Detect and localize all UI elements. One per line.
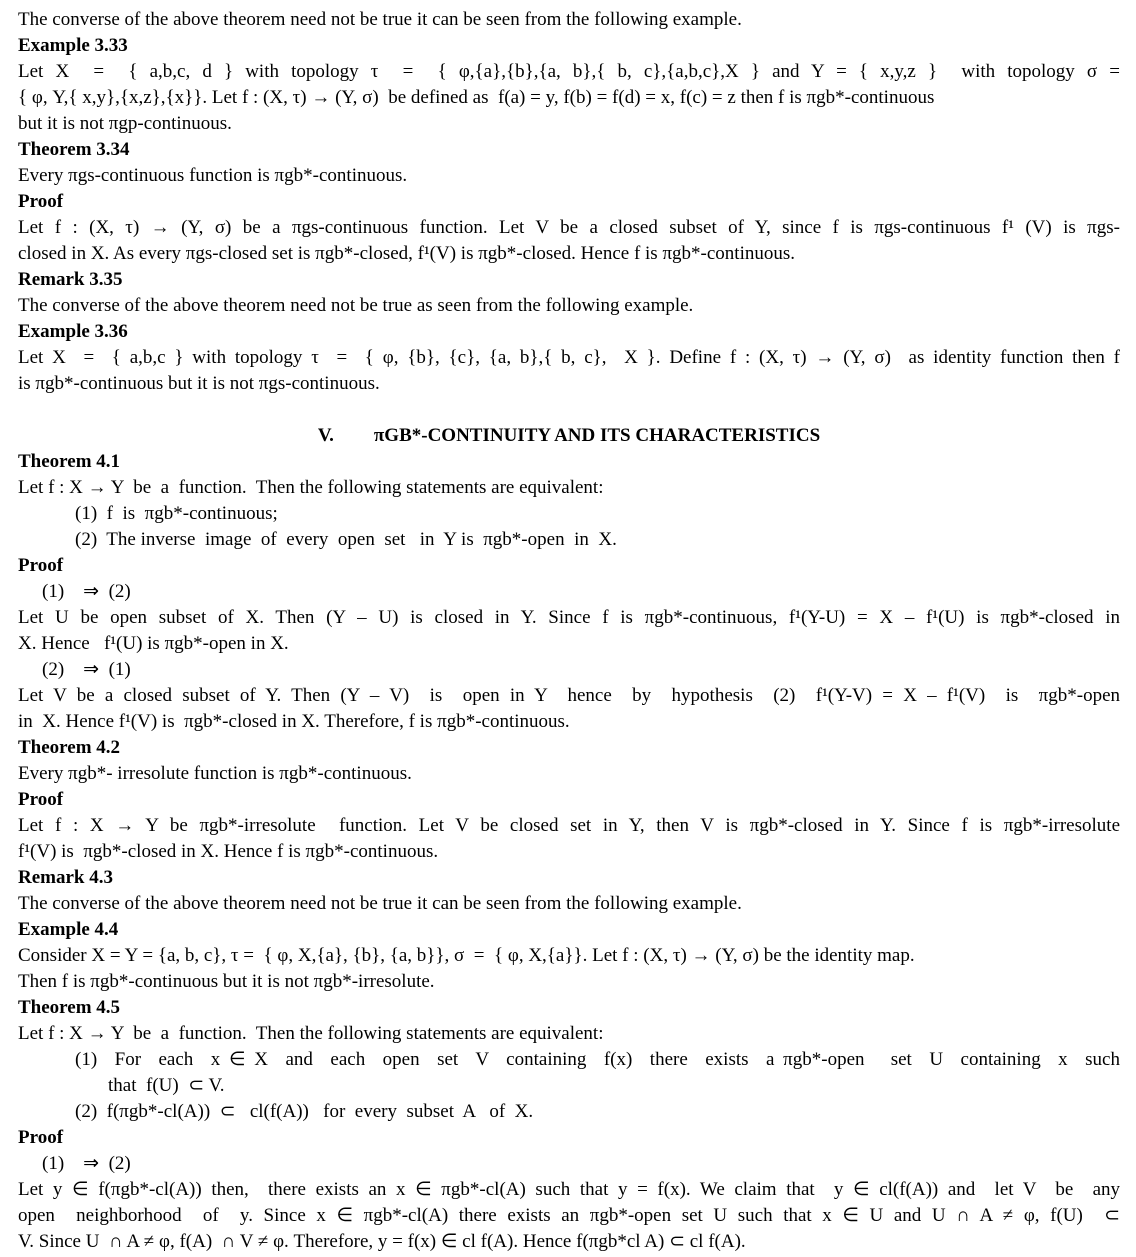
- text-line: Theorem 4.2: [18, 737, 121, 758]
- heading: [18, 735, 1120, 761]
- text-line: Remark 4.3: [18, 867, 113, 888]
- section-heading: [18, 423, 1120, 449]
- paragraph: [18, 293, 1120, 319]
- paragraph: [18, 215, 1120, 267]
- text-line: Let f : X → Y be a function. Then the following statements are equivalent:: [18, 477, 604, 498]
- text-line: The converse of the above theorem need not be true it can be seen from the following example.: [18, 893, 742, 914]
- text-line: Let f : X → Y be πgb*-irresolute function. Let V be closed set in Y, then V is πgb*-closed in Y. Since f is πgb*-irresolute: [18, 815, 1120, 836]
- heading: [18, 995, 1120, 1021]
- text-line: Proof: [18, 1127, 64, 1148]
- list-item: [18, 501, 1120, 527]
- text-line: Theorem 4.1: [18, 451, 121, 472]
- text-line: (2) f(πgb*-cl(A)) ⊂ cl(f(A)) for every subset A of X.: [75, 1101, 534, 1122]
- text-line: Every πgb*- irresolute function is πgb*-continuous.: [18, 763, 412, 784]
- text-line: that f(U) ⊂ V.: [108, 1075, 225, 1096]
- paragraph: [18, 683, 1120, 735]
- heading: [18, 319, 1120, 345]
- list-item: [18, 1047, 1120, 1099]
- list-item: [18, 527, 1120, 553]
- text-line: The converse of the above theorem need not be true it can be seen from the following example.: [18, 9, 742, 30]
- paragraph: [18, 475, 1120, 501]
- paragraph: [18, 813, 1120, 865]
- paragraph: [18, 761, 1120, 787]
- paragraph: [18, 7, 1120, 33]
- text-line: (1) ⇒ (2): [42, 581, 131, 602]
- heading: [18, 189, 1120, 215]
- implication-line: [18, 579, 1120, 605]
- text-line: Remark 3.35: [18, 269, 123, 290]
- text-line: Consider X = Y = {a, b, c}, τ = { φ, X,{a}, {b}, {a, b}}, σ = { φ, X,{a}}. Let f : (X, τ) → (Y, σ) be the identity map.: [18, 945, 915, 966]
- heading: [18, 137, 1120, 163]
- implication-line: [18, 1151, 1120, 1177]
- heading: [18, 267, 1120, 293]
- text-line: { φ, Y,{ x,y},{x,z},{x}}. Let f : (X, τ) → (Y, σ) be defined as f(a) = y, f(b) = f(d) = x, f(c) = z then f is πgb*-continuous: [18, 87, 935, 108]
- text-line: X. Hence f¹(U) is πgb*-open in X.: [18, 633, 289, 654]
- text-line: but it is not πgp-continuous.: [18, 113, 232, 134]
- text-line: Proof: [18, 789, 64, 810]
- text-line: Let U be open subset of X. Then (Y – U) is closed in Y. Since f is πgb*-continuous, f¹(Y-U) = X – f¹(U) is πgb*-closed in: [18, 607, 1120, 628]
- paragraph: [18, 1021, 1120, 1047]
- text-line: open neighborhood of y. Since x ∈ πgb*-cl(A) there exists an πgb*-open set U such that x ∈ U and U ∩ A ≠ φ, f(U) ⊂: [18, 1205, 1120, 1226]
- text-line: Proof: [18, 555, 64, 576]
- heading: [18, 917, 1120, 943]
- text-line: in X. Hence f¹(V) is πgb*-closed in X. Therefore, f is πgb*-continuous.: [18, 711, 570, 732]
- heading: [18, 449, 1120, 475]
- text-line: Then f is πgb*-continuous but it is not πgb*-irresolute.: [18, 971, 435, 992]
- paragraph: [18, 605, 1120, 657]
- text-line: Example 4.4: [18, 919, 119, 940]
- paragraph: [18, 1177, 1120, 1255]
- text-line: Proof: [18, 191, 64, 212]
- heading: [18, 865, 1120, 891]
- text-line: Let y ∈ f(πgb*-cl(A)) then, there exists an x ∈ πgb*-cl(A) such that y = f(x). We claim that y ∈ cl(f(A)) and let V be any: [18, 1179, 1120, 1200]
- text-line: Let f : X → Y be a function. Then the following statements are equivalent:: [18, 1023, 604, 1044]
- text-line: (1) ⇒ (2): [42, 1153, 131, 1174]
- text-line: Let f : (X, τ) → (Y, σ) be a πgs-continuous function. Let V be a closed subset of Y, since f is πgs-continuous f¹ (V) is πgs-: [18, 217, 1120, 238]
- text-line: Example 3.33: [18, 35, 128, 56]
- list-item: [18, 1099, 1120, 1125]
- text-line: Theorem 3.34: [18, 139, 130, 160]
- text-line: (2) The inverse image of every open set in Y is πgb*-open in X.: [75, 529, 617, 550]
- implication-line: [18, 657, 1120, 683]
- heading: [18, 787, 1120, 813]
- text-line: closed in X. As every πgs-closed set is πgb*-closed, f¹(V) is πgb*-closed. Hence f is πgb*-continuous.: [18, 243, 795, 264]
- paragraph: [18, 59, 1120, 137]
- text-line: (1) f is πgb*-continuous;: [75, 503, 278, 524]
- heading: [18, 1125, 1120, 1151]
- heading: [18, 33, 1120, 59]
- paragraph: [18, 163, 1120, 189]
- text-line: is πgb*-continuous but it is not πgs-continuous.: [18, 373, 380, 394]
- paragraph: [18, 943, 1120, 995]
- text-line: Example 3.36: [18, 321, 128, 342]
- text-line: Let V be a closed subset of Y. Then (Y – V) is open in Y hence by hypothesis (2) f¹(Y-V) = X – f¹(V) is πgb*-open: [18, 685, 1120, 706]
- section-title-text: πGB*-CONTINUITY AND ITS CHARACTERISTICS: [373, 425, 821, 446]
- text-line: f¹(V) is πgb*-closed in X. Hence f is πgb*-continuous.: [18, 841, 439, 862]
- text-line: Let X = { a,b,c } with topology τ = { φ, {b}, {c}, {a, b},{ b, c}, X }. Define f : (X, τ) → (Y, σ) as identity function then f: [18, 347, 1120, 368]
- section-number: V.: [317, 425, 334, 446]
- text-line: Every πgs-continuous function is πgb*-continuous.: [18, 165, 408, 186]
- text-line: (2) ⇒ (1): [42, 659, 131, 680]
- text-line: Let X = { a,b,c, d } with topology τ = { φ,{a},{b},{a, b},{ b, c},{a,b,c},X } and Y = { x,y,z } with topology σ =: [18, 61, 1120, 82]
- text-line: The converse of the above theorem need not be true as seen from the following example.: [18, 295, 694, 316]
- paragraph: [18, 345, 1120, 397]
- text-line: Theorem 4.5: [18, 997, 121, 1018]
- heading: [18, 553, 1120, 579]
- text-line: V. Since U ∩ A ≠ φ, f(A) ∩ V ≠ φ. Therefore, y = f(x) ∈ cl f(A). Hence f(πgb*cl A) ⊂ cl f(A).: [18, 1231, 746, 1252]
- paragraph: [18, 891, 1120, 917]
- text-line: (1) For each x ∈ X and each open set V containing f(x) there exists a πgb*-open set U containing x such: [75, 1049, 1120, 1070]
